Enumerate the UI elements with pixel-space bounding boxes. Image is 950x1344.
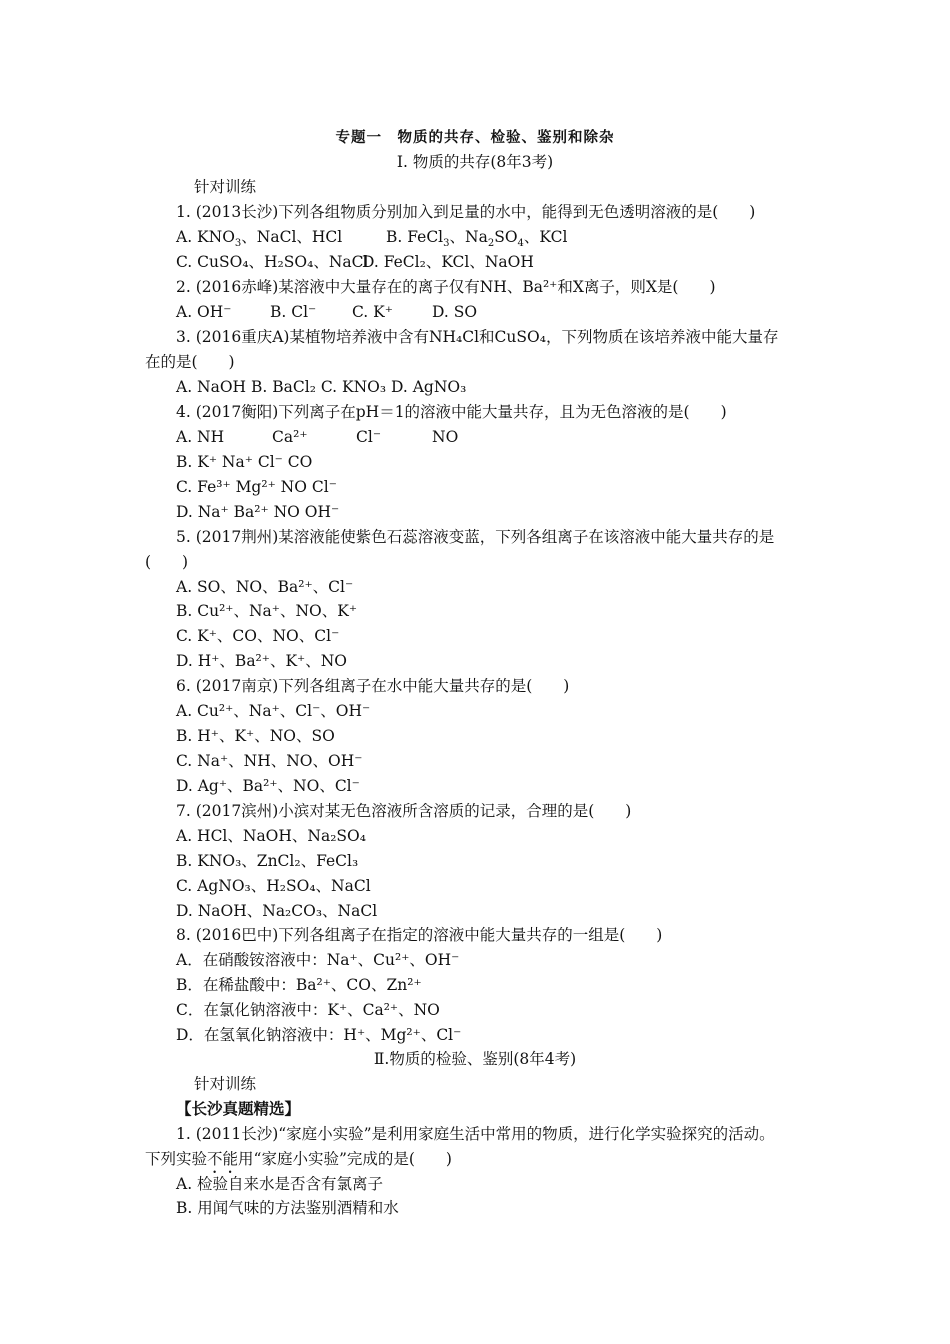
- q8-option-a: A．在硝酸铵溶液中：Na⁺、Cu²⁺、OH⁻: [176, 951, 460, 969]
- q3-options: A. NaOH B. BaCl₂ C. KNO₃ D. AgNO₃: [176, 378, 467, 396]
- q7-option-c: C. AgNO₃、H₂SO₄、NaCl: [176, 877, 371, 895]
- q3-stem-line2: 在的是( ): [145, 353, 235, 371]
- q5-stem-line1: 5. (2017荆州)某溶液能使紫色石蕊溶液变蓝，下列各组离子在该溶液中能大量共存的是: [176, 528, 775, 546]
- q1-option-d: D. FeCl₂、KCl、NaOH: [362, 253, 534, 271]
- q7-option-b: B. KNO₃、ZnCl₂、FeCl₃: [176, 852, 359, 870]
- section2-heading: Ⅱ.物质的检验、鉴别(8年4考): [373, 1050, 577, 1068]
- q7-option-a: A. HCl、NaOH、Na₂SO₄: [176, 827, 366, 845]
- q5-option-b: B. Cu²⁺、Na⁺、NO、K⁺: [176, 602, 357, 620]
- page-title: 专题一 物质的共存、检验、鉴别和除杂: [335, 129, 615, 146]
- emphasized-text: 不能: [207, 1150, 239, 1168]
- q8-option-c: C．在氯化钠溶液中：K⁺、Ca²⁺、NO: [176, 1001, 440, 1019]
- q8-option-d: D．在氢氧化钠溶液中：H⁺、Mg²⁺、Cl⁻: [176, 1026, 462, 1044]
- q1-stem: 1. (2013长沙)下列各组物质分别加入到足量的水中，能得到无色透明溶液的是( ): [176, 203, 756, 221]
- q4-option-a-ion1: A. NH: [176, 428, 225, 446]
- q1-option-a: A. $KNO_3$、NaCl、HCl: [176, 228, 343, 250]
- section1-heading: Ⅰ. 物质的共存(8年3考): [396, 153, 554, 171]
- q8-option-b: B．在稀盐酸中：Ba²⁺、CO、Zn²⁺: [176, 976, 422, 994]
- q7-stem: 7. (2017滨州)小滨对某无色溶液所含溶质的记录，合理的是( ): [176, 802, 632, 820]
- q5-option-c: C. K⁺、CO、NO、Cl⁻: [176, 627, 340, 645]
- q4-stem: 4. (2017衡阳)下列离子在pH＝1的溶液中能大量共存，且为无色溶液的是( ): [176, 403, 727, 421]
- q6-stem: 6. (2017南京)下列各组离子在水中能大量共存的是( ): [176, 677, 570, 695]
- section1-practice-label: 针对训练: [194, 178, 257, 196]
- q1-option-c: C. CuSO₄、H₂SO₄、NaCl: [176, 253, 369, 271]
- q5-stem-line2: ( ): [145, 553, 189, 571]
- q6-option-b: B. H⁺、K⁺、NO、SO: [176, 727, 335, 745]
- q6-option-c: C. Na⁺、NH、NO、OH⁻: [176, 752, 363, 770]
- q4-option-a-ion3: Cl⁻: [356, 428, 381, 446]
- q4-option-d: D. Na⁺ Ba²⁺ NO OH⁻: [176, 503, 340, 521]
- q7-option-d: D. NaOH、Na₂CO₃、NaCl: [176, 902, 378, 920]
- s2q1-stem-line1: 1. (2011长沙)“家庭小实验”是利用家庭生活中常用的物质，进行化学实验探究的活动。: [176, 1125, 775, 1143]
- q5-option-a: A. SO、NO、Ba²⁺、Cl⁻: [176, 578, 354, 596]
- q6-option-a: A. Cu²⁺、Na⁺、Cl⁻、OH⁻: [176, 702, 371, 720]
- q5-option-d: D. H⁺、Ba²⁺、K⁺、NO: [176, 652, 347, 670]
- q2-stem: 2. (2016赤峰)某溶液中大量存在的离子仅有NH、Ba²⁺和X离子，则X是( ): [176, 278, 716, 296]
- q2-option-c: C. K⁺: [352, 303, 393, 321]
- section2-practice-label: 针对训练: [194, 1075, 257, 1093]
- q3-stem-line1: 3. (2016重庆A)某植物培养液中含有NH₄Cl和CuSO₄，下列物质在该培养液中能大量存: [176, 328, 779, 346]
- s2q1-option-a: A. 检验自来水是否含有氯离子: [176, 1175, 384, 1193]
- q4-option-c: C. Fe³⁺ Mg²⁺ NO Cl⁻: [176, 478, 337, 496]
- q8-stem: 8. (2016巴中)下列各组离子在指定的溶液中能大量共存的一组是( ): [176, 926, 663, 944]
- q2-option-d: D. SO: [432, 303, 478, 321]
- q4-option-b: B. K⁺ Na⁺ Cl⁻ CO: [176, 453, 313, 471]
- q2-option-a: A. OH⁻: [176, 303, 232, 321]
- q6-option-d: D. Ag⁺、Ba²⁺、NO、Cl⁻: [176, 777, 360, 795]
- section2-subheading: 【长沙真题精选】: [176, 1099, 301, 1118]
- q2-option-b: B. Cl⁻: [270, 303, 317, 321]
- q4-option-a-ion4: NO: [432, 428, 459, 446]
- q4-option-a-ion2: Ca²⁺: [272, 428, 308, 446]
- s2q1-option-b: B. 用闻气味的方法鉴别酒精和水: [176, 1199, 399, 1217]
- q1-option-b: B. FeCl$_3$、$Na_2SO_4$、KCl: [386, 228, 568, 250]
- s2q1-stem-line2: 下列实验不能用“家庭小实验”完成的是( ): [145, 1150, 452, 1168]
